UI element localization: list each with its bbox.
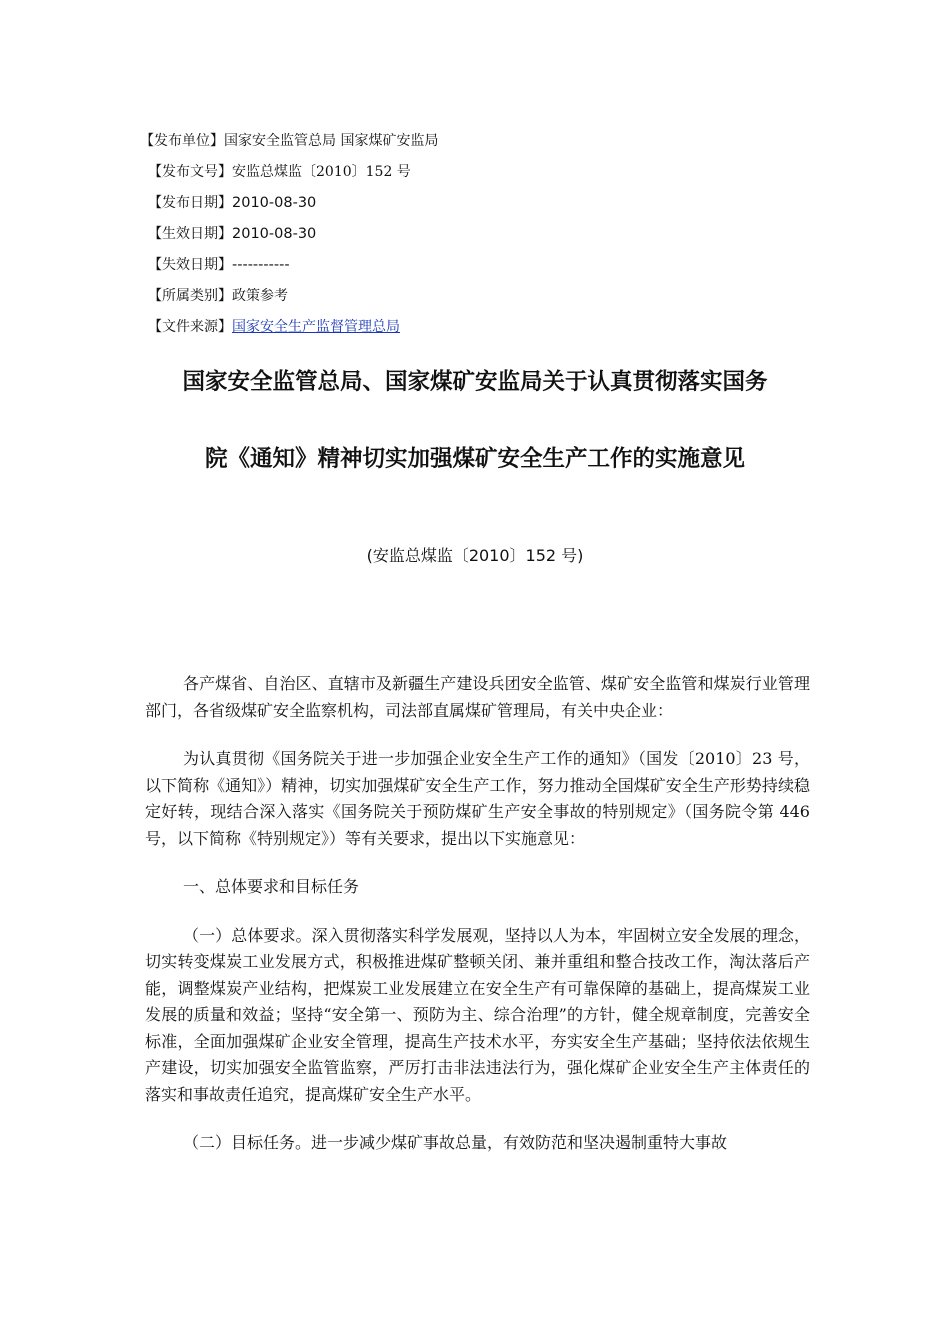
- paragraph-preamble: 为认真贯彻《国务院关于进一步加强企业安全生产工作的通知》（国发〔2010〕23 号，以下简称《通知》）精神，切实加强煤矿安全生产工作，努力推动全国煤矿安全生产形势持续稳定好转，现结合深入落实《国务院关于预防煤矿生产安全事故的特别规定》（国务院令第 446 号，以下简称《特别规定》）等有关要求，提出以下实施意见：: [145, 749, 810, 848]
- meta-label-category: 【所属类别】: [148, 288, 232, 304]
- meta-label-issuer: 【发布单位】: [140, 133, 224, 149]
- source-link[interactable]: 国家安全生产监督管理总局: [232, 319, 400, 335]
- meta-label-docno: 【发布文号】: [148, 164, 232, 180]
- meta-label-source: 【文件来源】: [148, 319, 232, 335]
- meta-value-effective-date: 2010-08-30: [232, 226, 317, 242]
- title-line-2: 院《通知》精神切实加强煤矿安全生产工作的实施意见: [204, 446, 745, 472]
- document-title: [120, 364, 830, 478]
- meta-label-expiry-date: 【失效日期】: [148, 257, 232, 273]
- document-metadata: [140, 126, 820, 343]
- meta-row-category: [140, 281, 820, 312]
- meta-value-category: 政策参考: [232, 288, 288, 304]
- meta-value-issue-date: 2010-08-30: [232, 195, 317, 211]
- meta-label-issue-date: 【发布日期】: [148, 195, 232, 211]
- paragraph-targets: （二）目标任务。进一步减少煤矿事故总量，有效防范和坚决遏制重特大事故: [183, 1133, 728, 1152]
- meta-value-docno: 安监总煤监〔2010〕152 号: [232, 164, 411, 180]
- meta-row-docno: [140, 157, 820, 188]
- title-line-1: 国家安全监管总局、国家煤矿安监局关于认真贯彻落实国务: [182, 369, 768, 395]
- section-heading-1: 一、总体要求和目标任务: [183, 877, 360, 896]
- paragraph-general-requirements: （一）总体要求。深入贯彻落实科学发展观，坚持以人为本，牢固树立安全发展的理念，切实转变煤炭工业发展方式，积极推进煤矿整顿关闭、兼并重组和整合技改工作，淘汰落后产能，调整煤炭产业结构，把煤炭工业发展建立在安全生产有可靠保障的基础上，提高煤炭工业发展的质量和效益；坚持“安全第一、预防为主、综合治理”的方针，健全规章制度，完善安全标准，全面加强煤矿企业安全管理，提高生产技术水平，夯实安全生产基础；坚持依法依规生产建设，切实加强安全监管监察，严厉打击非法违法行为，强化煤矿企业安全生产主体责任的落实和事故责任追究，提高煤矿安全生产水平。: [145, 925, 810, 1104]
- meta-row-issue-date: [140, 188, 820, 219]
- meta-row-expiry-date: [140, 250, 820, 281]
- meta-value-issuer: 国家安全监管总局 国家煤矿安监局: [224, 133, 439, 149]
- document-number: (安监总煤监〔2010〕152 号): [366, 546, 584, 565]
- meta-row-effective-date: [140, 219, 820, 250]
- meta-row-source: [140, 312, 820, 343]
- document-body: [145, 671, 810, 1179]
- paragraph-addressees: 各产煤省、自治区、直辖市及新疆生产建设兵团安全监管、煤矿安全监管和煤炭行业管理部门，各省级煤矿安全监察机构，司法部直属煤矿管理局，有关中央企业：: [145, 674, 810, 720]
- meta-value-expiry-date: -----------: [232, 257, 290, 273]
- meta-label-effective-date: 【生效日期】: [148, 226, 232, 242]
- meta-row-issuer: [140, 126, 820, 157]
